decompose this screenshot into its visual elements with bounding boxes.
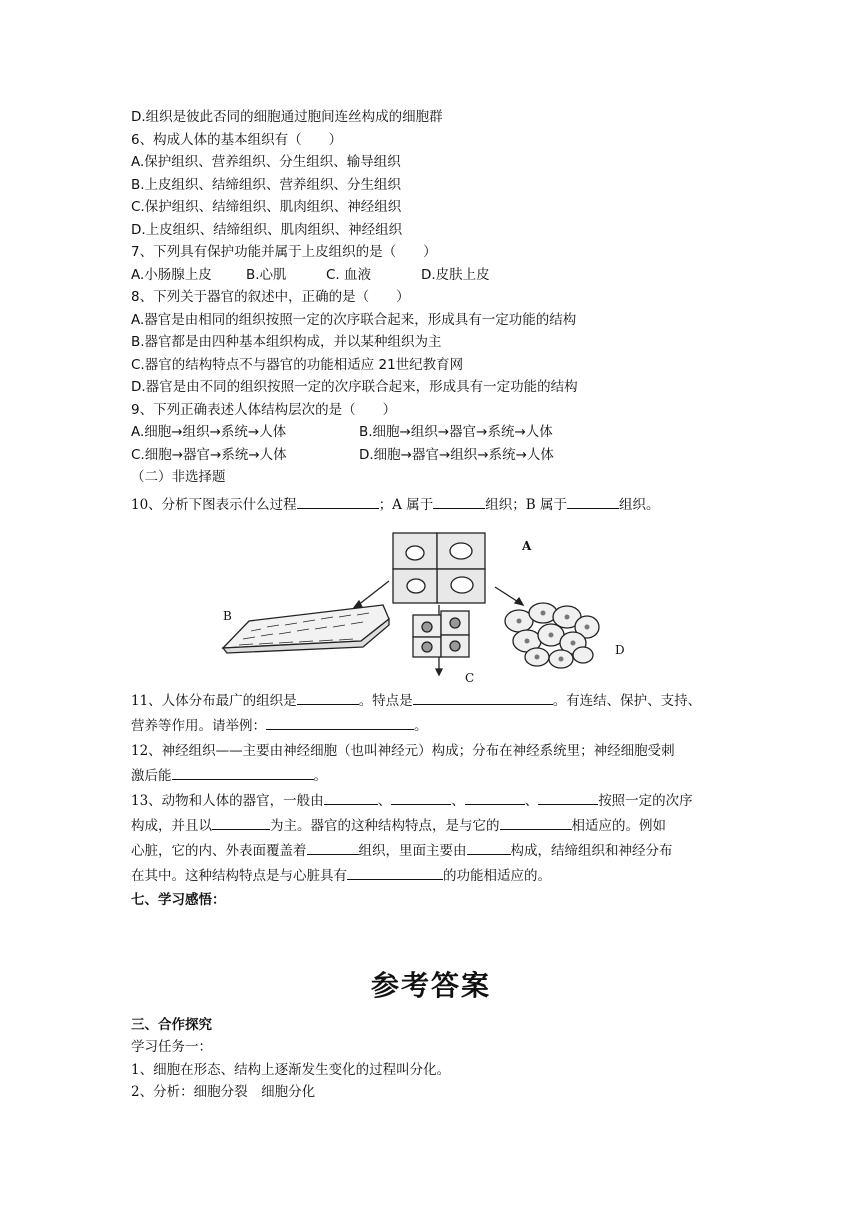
q13-part7: 组织，里面主要由: [358, 843, 467, 859]
q11-blank-tissue[interactable]: [297, 689, 359, 705]
q8-stem: 8、下列关于器官的叙述中，正确的是（ ）: [131, 289, 410, 305]
q13-blank-6[interactable]: [500, 814, 572, 830]
q10-blank-b[interactable]: [567, 493, 619, 509]
cell-differentiation-figure: [131, 523, 731, 683]
q11-part2: 。特点是: [358, 693, 413, 709]
q10-blank-process[interactable]: [297, 493, 379, 509]
answer-task-heading: 学习任务一：: [131, 1039, 212, 1055]
q11-text: [131, 689, 731, 739]
q13-blank-2[interactable]: [391, 789, 451, 805]
q9-options-row2: [131, 444, 731, 467]
figure-label-c: C: [465, 671, 475, 685]
q13-blank-1[interactable]: [324, 789, 378, 805]
q13-part6: 心脏，它的内、外表面覆盖着: [131, 843, 307, 859]
q12-line1: 12、神经组织——主要由神经细胞（也叫神经元）构成；分布在神经系统里；神经细胞受刺: [131, 743, 675, 759]
q13-blank-3[interactable]: [465, 789, 525, 805]
q8-option-d: D.器官是由不同的组织按照一定的次序联合起来，形成具有一定功能的结构: [131, 379, 578, 395]
document-page: [131, 106, 731, 1104]
q6-option-c: C.保护组织、结缔组织、肌肉组织、神经组织: [131, 199, 402, 215]
q6-option-d: D.上皮组织、结缔组织、肌肉组织、神经组织: [131, 221, 403, 238]
q10-part4: 组织。: [618, 496, 660, 513]
q12-part3: 。: [313, 768, 327, 784]
figure-label-a: A: [522, 539, 532, 553]
q13-part4: 为主。器官的这种结构特点，是与它的: [270, 818, 500, 834]
q10-part2: ；A 属于: [378, 496, 434, 513]
q7-stem: 7、下列具有保护功能并属于上皮组织的是（ ）: [131, 244, 437, 260]
q13-part1: 13、动物和人体的器官，一般由: [131, 793, 324, 809]
q11-blank-example[interactable]: [266, 714, 414, 730]
q13-part8: 构成，结缔组织和神经分布: [510, 843, 673, 859]
q9-option-c: C.细胞→器官→系统→人体: [131, 446, 287, 463]
q8-option-a: A.器官是由相同的组织按照一定的次序联合起来，形成具有一定功能的结构: [131, 311, 577, 328]
q11-blank-feature[interactable]: [413, 689, 553, 705]
q12-text: [131, 739, 731, 789]
q13-blank-4[interactable]: [538, 789, 598, 805]
q13-blank-8[interactable]: [467, 839, 511, 855]
q9-option-b: B.细胞→组织→器官→系统→人体: [359, 424, 553, 440]
q9-stem: 9、下列正确表述人体结构层次的是（ ）: [131, 401, 397, 418]
answer-item-1: 1、细胞在形态、结构上逐渐发生变化的过程叫分化。: [131, 1061, 451, 1078]
q7-option-d: D.皮肤上皮: [421, 266, 490, 283]
q7-option-c: C. 血液: [326, 266, 372, 283]
q13-sep-2: 、: [451, 793, 465, 809]
q13-part9: 在其中。这种结构特点是与心脏具有: [131, 868, 347, 884]
q13-part10: 的功能相适应的。: [443, 868, 551, 884]
section-reflection-heading: 七、学习感悟：: [131, 892, 226, 908]
section-nonchoice-heading: （二）非选择题: [131, 469, 226, 485]
q8-option-c: C.器官的结构特点不与器官的功能相适应 21世纪教育网: [131, 356, 464, 373]
answer-title: 参考答案: [370, 968, 491, 1002]
q13-part5: 相适应的。例如: [571, 818, 666, 834]
q13-text: [131, 789, 731, 889]
q11-part1: 11、人体分布最广的组织是: [131, 693, 297, 709]
q7-option-b: B.心肌: [246, 266, 287, 283]
q6-option-b: B.上皮组织、结缔组织、营养组织、分生组织: [131, 176, 402, 193]
q13-blank-7[interactable]: [307, 839, 359, 855]
q10-blank-a[interactable]: [433, 493, 485, 509]
figure-label-d: D: [615, 643, 625, 657]
figure-label-b: B: [223, 609, 232, 623]
q11-part5: 。: [414, 718, 428, 734]
q12-blank[interactable]: [172, 764, 314, 780]
q8-option-b: B.器官都是由四种基本组织构成，并以某种组织为主: [131, 334, 442, 350]
q11-part4: 营养等作用。请举例：: [131, 718, 266, 734]
q12-part2: 激后能: [131, 768, 172, 784]
q5-option-d: D.组织是彼此否同的细胞通过胞间连丝构成的细胞群: [131, 109, 443, 125]
q6-stem: 6、构成人体的基本组织有（ ）: [131, 131, 343, 148]
q10-part1: 10、分析下图表示什么过程: [131, 496, 297, 513]
q7-options: [131, 264, 731, 287]
q13-sep-1: 、: [377, 793, 392, 809]
q10-text: [131, 493, 731, 516]
answer-item-2: 2、分析：细胞分裂 细胞分化: [131, 1084, 316, 1100]
figure-drawing: [131, 523, 731, 683]
q9-options-row1: [131, 421, 731, 444]
q13-part2: 按照一定的次序: [598, 793, 693, 809]
q13-part3: 构成，并且以: [131, 818, 212, 834]
q11-part3: 。有连结、保护、支持、: [552, 693, 702, 709]
answer-section-heading: 三、合作探究: [131, 1016, 212, 1033]
q13-blank-9[interactable]: [347, 864, 443, 880]
q7-option-a: A.小肠腺上皮: [131, 266, 212, 283]
q13-blank-5[interactable]: [212, 814, 270, 830]
q6-option-a: A.保护组织、营养组织、分生组织、输导组织: [131, 154, 401, 170]
q13-sep-3: 、: [524, 793, 539, 809]
q10-part3: 组织；B 属于: [485, 496, 567, 513]
q9-option-a: A.细胞→组织→系统→人体: [131, 424, 287, 440]
q9-option-d: D.细胞→器官→组织→系统→人体: [359, 446, 554, 463]
